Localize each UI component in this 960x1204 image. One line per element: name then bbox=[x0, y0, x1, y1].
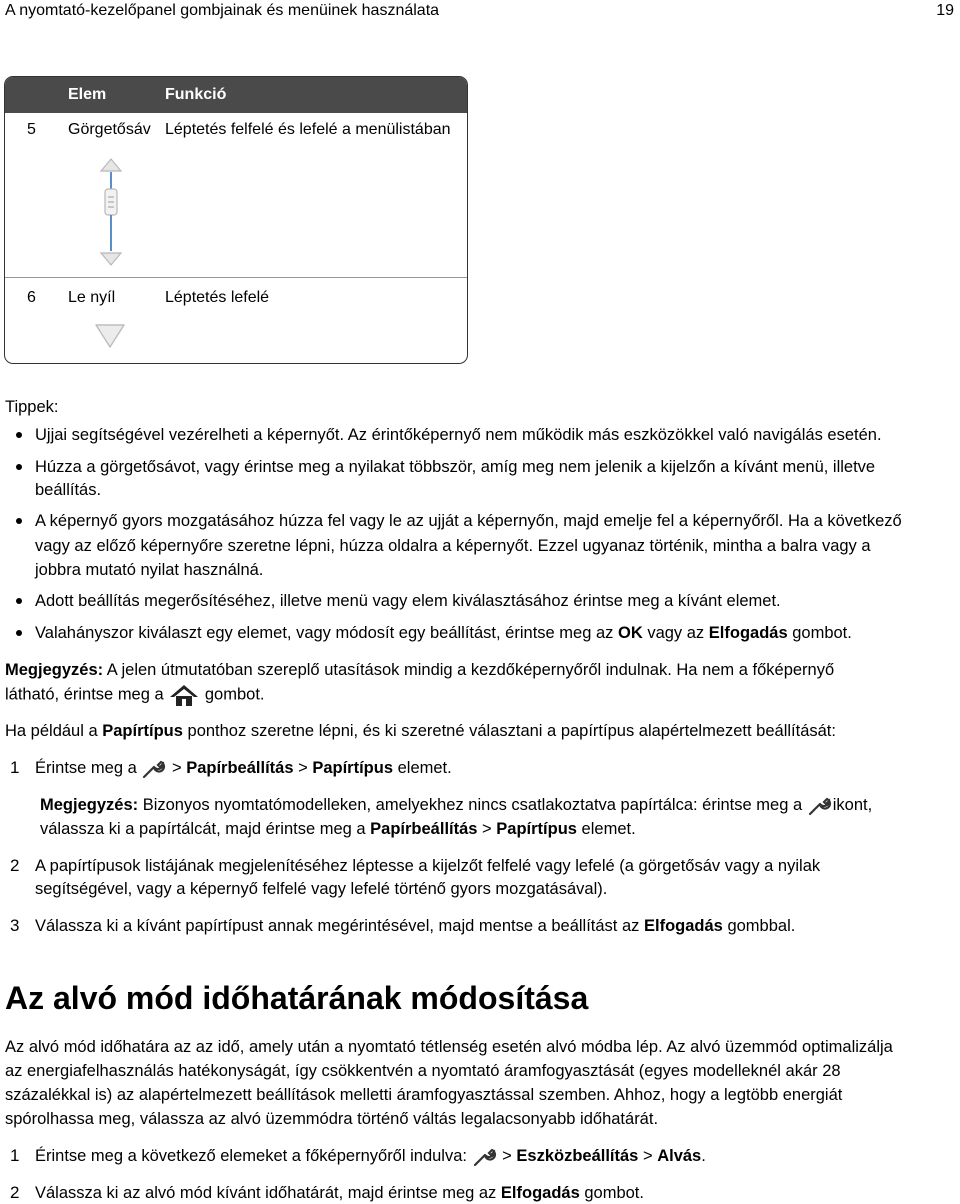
note-line: Megjegyzés: A jelen útmutatóban szereplő utasítások mindig a kezdőképernyőről indulnak. Ha nem a főképernyő bbox=[5, 661, 835, 679]
note-line: Megjegyzés: Bizonyos nyomtatómodelleken, amelyekhez nincs csatlakoztatva papírtálca: érintse meg a ikont, bbox=[40, 794, 872, 817]
page-header-title: A nyomtató-kezelőpanel gombjainak és menüinek használata bbox=[5, 2, 440, 19]
row-function: Léptetés lefelé bbox=[165, 289, 270, 306]
table-header-function: Funkció bbox=[165, 86, 227, 103]
tip-item-cont: vagy az előző képernyőre szeretne lépni, húzza oldalra a képernyőt. Ezzel ugyanaz történik, mintha a balra vagy a bbox=[35, 537, 871, 555]
step-text: Érintse meg a > Papírbeállítás > Papírtípus elemet. bbox=[35, 757, 452, 780]
tip-item: Valahányszor kiválaszt egy elemet, vagy módosít egy beállítást, érintse meg az OK vagy az Elfogadás gombot. bbox=[35, 624, 852, 642]
tip-item: A képernyő gyors mozgatásához húzza fel vagy le az ujját a képernyőn, majd emelje fel a képernyőről. Ha a következő bbox=[35, 512, 902, 530]
intro-line: Ha például a Papírtípus ponthoz szeretne lépni, és ki szeretné választani a papírtípus alapértelmezett beállítását: bbox=[5, 722, 836, 740]
down-arrow-icon bbox=[94, 321, 126, 351]
section-para-line: spórolhassa meg, válassza az alvó üzemmódra történő váltás legalacsonyabb időhatárát. bbox=[5, 1110, 659, 1128]
step-number: 2 bbox=[10, 856, 20, 875]
step-text: Válassza ki a kívánt papírtípust annak megérintésével, majd mentse a beállítást az Elfogadás gombbal. bbox=[35, 917, 796, 935]
tip-item: Húzza a görgetősávot, vagy érintse meg a nyilakat többször, amíg meg nem jelenik a kijelzőn a kívánt menü, illetve bbox=[35, 458, 876, 476]
bullet bbox=[16, 432, 22, 438]
tip-item-cont: jobbra mutató nyilat használná. bbox=[35, 561, 264, 579]
section-para-line: Az alvó mód időhatára az az idő, amely után a nyomtató tétlenség esetén alvó módba lép. Az alvó üzemmód optimalizálja bbox=[5, 1038, 893, 1056]
buttons-table bbox=[4, 76, 468, 364]
bullet bbox=[16, 518, 22, 524]
table-header-row bbox=[5, 77, 467, 113]
table-header-item: Elem bbox=[68, 86, 107, 103]
step-number: 3 bbox=[10, 916, 20, 935]
row-item: Görgetősáv bbox=[68, 121, 151, 138]
step-text: Válassza ki az alvó mód kívánt időhatárát, majd érintse meg az Elfogadás gombot. bbox=[35, 1184, 644, 1202]
step-text: Érintse meg a következő elemeket a főképernyőről indulva: > Eszközbeállítás > Alvás. bbox=[35, 1145, 706, 1168]
step-text-cont: segítségével, vagy a képernyő felfelé vagy lefelé történő gyors mozgatásával). bbox=[35, 880, 608, 898]
row-function: Léptetés felfelé és lefelé a menülistában bbox=[165, 121, 451, 138]
wrench-icon bbox=[472, 1146, 498, 1168]
tip-item-cont: beállítás. bbox=[35, 481, 102, 499]
tip-item: Adott beállítás megerősítéséhez, illetve menü vagy elem kiválasztásához érintse meg a kívánt elemet. bbox=[35, 592, 781, 610]
note-line: válassza ki a papírtálcát, majd érintse meg a Papírbeállítás > Papírtípus elemet. bbox=[40, 820, 636, 838]
section-para-line: az energiafelhasználás hatékonyságát, így csökkentvén a nyomtató áramfogyasztását (egyes modelleknél akár 28 bbox=[5, 1062, 841, 1080]
bullet bbox=[16, 598, 22, 604]
note-label: Megjegyzés: bbox=[40, 796, 139, 814]
section-para-line: százalékkal is) az alapértelmezett beállítások melletti áramfogyasztással szemben. Ahhoz, hogy a legtöbb energiát bbox=[5, 1086, 843, 1104]
home-icon bbox=[168, 683, 200, 707]
scrollbar-icon bbox=[99, 157, 123, 267]
row-number: 5 bbox=[27, 121, 36, 138]
bullet bbox=[16, 464, 22, 470]
row-number: 6 bbox=[27, 289, 36, 306]
step-number: 1 bbox=[10, 1146, 20, 1165]
step-number: 1 bbox=[10, 758, 20, 777]
note-label: Megjegyzés: bbox=[5, 661, 104, 679]
table-row-divider bbox=[5, 277, 467, 278]
row-item: Le nyíl bbox=[68, 289, 116, 306]
bullet bbox=[16, 630, 22, 636]
page-header bbox=[0, 0, 960, 24]
step-number: 2 bbox=[10, 1183, 20, 1202]
tips-heading: Tippek: bbox=[5, 398, 59, 416]
step-text: A papírtípusok listájának megjelenítéséhez léptesse a kijelzőt felfelé vagy lefelé (a görgetősáv vagy a nyilak bbox=[35, 857, 821, 875]
section-title: Az alvó mód időhatárának módosítása bbox=[5, 980, 589, 1016]
wrench-icon bbox=[807, 795, 833, 817]
note-line: látható, érintse meg a gombot. bbox=[5, 683, 265, 707]
wrench-icon bbox=[141, 758, 167, 780]
page-number: 19 bbox=[936, 2, 954, 19]
tip-item: Ujjai segítségével vezérelheti a képernyőt. Az érintőképernyő nem működik más eszközökkel való navigálás esetén. bbox=[35, 426, 882, 444]
